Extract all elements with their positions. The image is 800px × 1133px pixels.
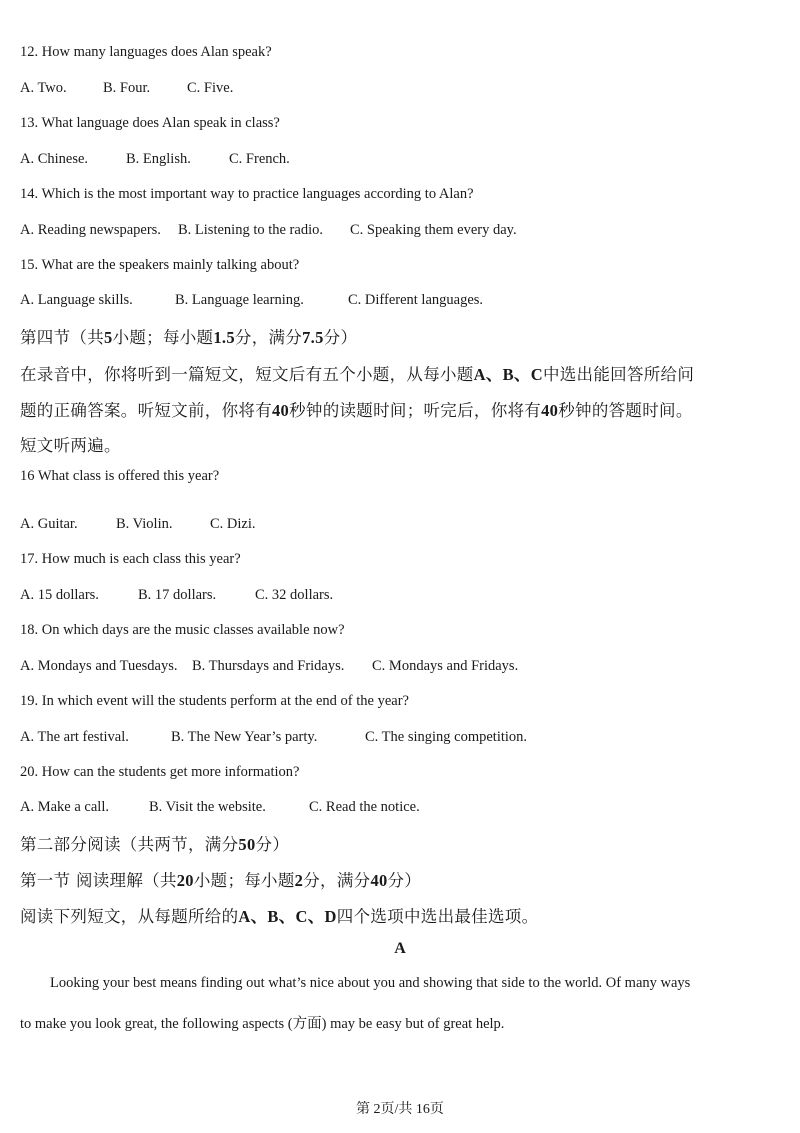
option-b: B. 17 dollars. <box>138 587 217 603</box>
passage-line-2: to make you look great, the following aspects (方面) may be easy but of great help. <box>20 1016 505 1032</box>
question-15: 15. What are the speakers mainly talking about? <box>20 257 300 273</box>
option-c: C. 32 dollars. <box>255 587 334 603</box>
option-a: A. Language skills. <box>20 292 133 308</box>
question-12: 12. How many languages does Alan speak? <box>20 44 272 60</box>
question-19: 19. In which event will the students perform at the end of the year? <box>20 693 409 709</box>
options-18 <box>20 658 518 675</box>
option-c: C. Read the notice. <box>309 799 420 815</box>
option-c: C. Different languages. <box>348 292 484 308</box>
option-a: A. Make a call. <box>20 799 109 815</box>
question-16: 16 What class is offered this year? <box>20 468 220 484</box>
page-number: 第 2页/共 16页 <box>356 1102 444 1117</box>
section4-instruction-3: 短文听两遍。 <box>20 436 121 455</box>
option-c: C. Speaking them every day. <box>350 222 517 238</box>
option-c: C. French. <box>229 151 290 167</box>
option-a: A. Two. <box>20 80 67 96</box>
options-14 <box>20 222 517 239</box>
option-c: C. Dizi. <box>210 516 256 532</box>
option-b: B. Four. <box>103 80 151 96</box>
options-20 <box>20 799 420 816</box>
question-13: 13. What language does Alan speak in class? <box>20 115 280 131</box>
question-20: 20. How can the students get more information? <box>20 764 300 780</box>
section4-instruction-1: 在录音中，你将听到一篇短文，短文后有五个小题，从每小题A、B、C中选出能回答所给问 <box>20 365 695 384</box>
option-b: B. Violin. <box>116 516 173 532</box>
option-b: B. Language learning. <box>175 292 304 308</box>
question-14: 14. Which is the most important way to practice languages according to Alan? <box>20 186 474 202</box>
option-b: B. Thursdays and Fridays. <box>192 658 345 674</box>
option-a: A. 15 dollars. <box>20 587 99 603</box>
passage-title: A <box>394 940 406 957</box>
options-17 <box>20 587 333 604</box>
option-c: C. Mondays and Fridays. <box>372 658 519 674</box>
option-b: B. The New Year’s party. <box>171 729 318 745</box>
section4-heading: 第四节（共5小题；每小题1.5分，满分7.5分） <box>20 328 358 347</box>
part2-heading: 第二部分阅读（共两节，满分50分） <box>20 835 290 854</box>
option-c: C. Five. <box>187 80 234 96</box>
part2-section1-heading: 第一节 阅读理解（共20小题；每小题2分，满分40分） <box>20 871 422 890</box>
option-a: A. Guitar. <box>20 516 78 532</box>
options-12 <box>20 80 233 97</box>
question-17: 17. How much is each class this year? <box>20 551 241 567</box>
option-c: C. The singing competition. <box>365 729 528 745</box>
part2-instruction: 阅读下列短文，从每题所给的A、B、C、D四个选项中选出最佳选项。 <box>20 907 539 926</box>
question-18: 18. On which days are the music classes available now? <box>20 622 345 638</box>
option-a: A. Reading newspapers. <box>20 222 161 238</box>
options-16 <box>20 516 256 533</box>
option-b: B. Listening to the radio. <box>178 222 323 238</box>
options-19 <box>20 729 527 746</box>
section4-instruction-2: 题的正确答案。听短文前，你将有40秒钟的读题时间；听完后，你将有40秒钟的答题时间。 <box>20 401 693 420</box>
option-b: B. English. <box>126 151 191 167</box>
option-a: A. Chinese. <box>20 151 89 167</box>
option-b: B. Visit the website. <box>149 799 266 815</box>
option-a: A. Mondays and Tuesdays. <box>20 658 178 674</box>
options-13 <box>20 151 290 168</box>
passage-line-1: Looking your best means finding out what’s nice about you and showing that side to the world. Of many ways <box>50 975 691 991</box>
options-15 <box>20 292 483 309</box>
option-a: A. The art festival. <box>20 729 129 745</box>
